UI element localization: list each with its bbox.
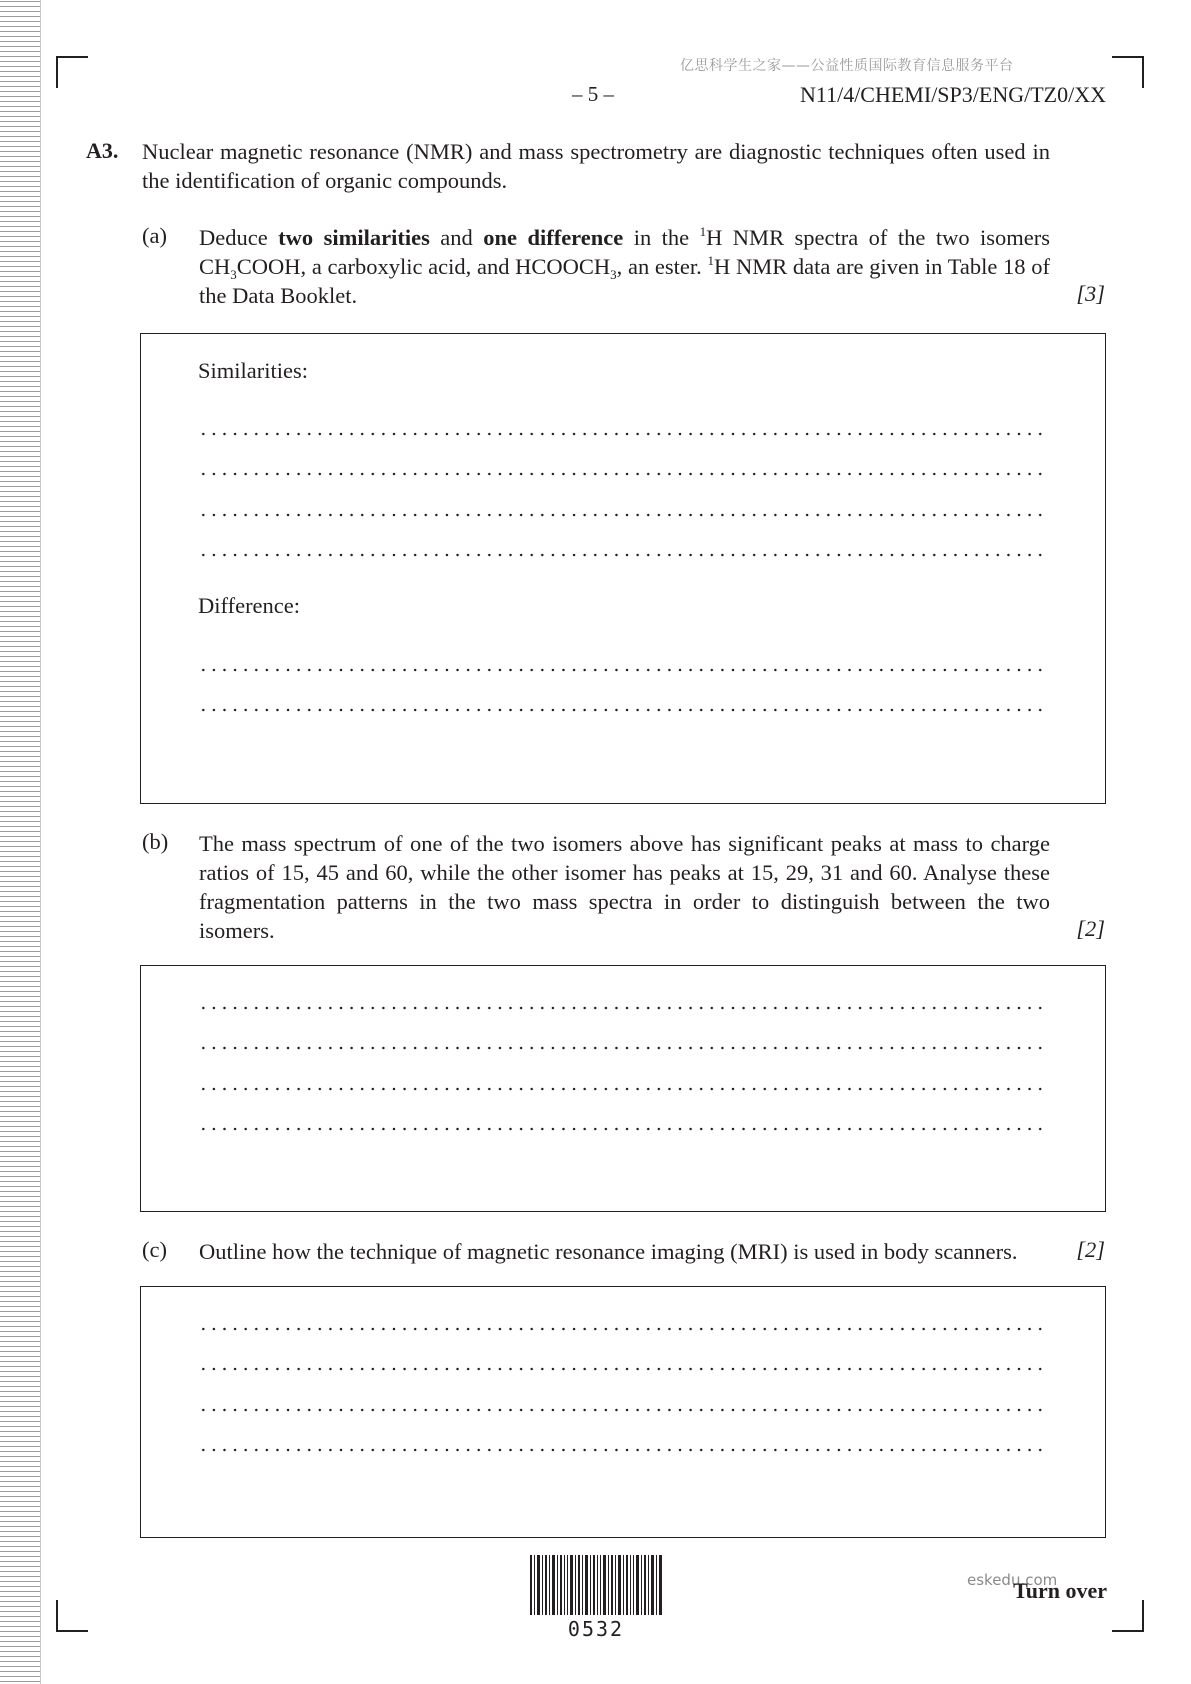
part-a-answer-box[interactable] xyxy=(140,333,1106,804)
part-c-marks: [2] xyxy=(1076,1237,1105,1262)
difference-label: Difference: xyxy=(198,593,301,618)
question-number: A3. xyxy=(86,138,119,163)
answer-line[interactable] xyxy=(198,1448,1042,1452)
part-c-text: Outline how the technique of magnetic resonance imaging (MRI) is used in body scanners. xyxy=(199,1239,1018,1264)
barcode-number: 0532 xyxy=(567,1617,625,1641)
answer-line[interactable] xyxy=(198,472,1042,476)
answer-line[interactable] xyxy=(198,1127,1042,1131)
answer-line[interactable] xyxy=(198,1046,1042,1050)
part-c-label: (c) xyxy=(142,1237,167,1262)
footer-watermark: eskedu.com xyxy=(967,1571,1058,1589)
answer-line[interactable] xyxy=(198,553,1042,557)
answer-line[interactable] xyxy=(198,1006,1042,1010)
crop-mark-top-right xyxy=(1112,56,1144,88)
part-b-marks: [2] xyxy=(1076,916,1105,941)
answer-line[interactable] xyxy=(198,432,1042,436)
part-a-text: Deduce two similarities and one difference in the $^1$H NMR spectra of the two isomers $CH_3COOH$, a carboxylic acid, and $HCOOCH_3$, an ester. $^1$H NMR data are given in Table 18 of the Data Booklet. xyxy=(199,224,1051,308)
crop-mark-bottom-right xyxy=(1112,1600,1144,1632)
binding-strip xyxy=(0,0,41,1684)
answer-line[interactable] xyxy=(198,1367,1042,1371)
crop-mark-bottom-left xyxy=(56,1600,88,1632)
answer-line[interactable] xyxy=(198,668,1042,672)
answer-line[interactable] xyxy=(198,1327,1042,1331)
part-c-answer-box[interactable] xyxy=(140,1286,1106,1538)
header-watermark: 亿思科学生之家——公益性质国际教育信息服务平台 xyxy=(680,58,1014,74)
part-a-label: (a) xyxy=(142,223,167,248)
page-number: – 5 – xyxy=(572,82,614,106)
answer-line[interactable] xyxy=(198,708,1042,712)
part-a-marks: [3] xyxy=(1076,281,1105,306)
barcode-image xyxy=(530,1555,662,1615)
part-b-text: The mass spectrum of one of the two isomers above has significant peaks at mass to charge ratios of 15, 45 and 60, while the other isomer has peaks at 15, 29, 31 and 60. Analyse these fragmentation patterns in the two mass spectra in order to distinguish between the two isomers. xyxy=(199,831,1050,943)
turn-over-label: Turn over xyxy=(1013,1578,1107,1603)
part-b-label: (b) xyxy=(142,829,169,854)
crop-mark-top-left xyxy=(56,56,88,88)
answer-line[interactable] xyxy=(198,1408,1042,1412)
answer-line[interactable] xyxy=(198,1087,1042,1091)
question-intro: Nuclear magnetic resonance (NMR) and mass spectrometry are diagnostic techniques often used in the identification of organic compounds. xyxy=(142,139,1050,193)
similarities-label: Similarities: xyxy=(198,358,308,383)
paper-code: N11/4/CHEMI/SP3/ENG/TZ0/XX xyxy=(800,82,1106,107)
answer-line[interactable] xyxy=(198,513,1042,517)
